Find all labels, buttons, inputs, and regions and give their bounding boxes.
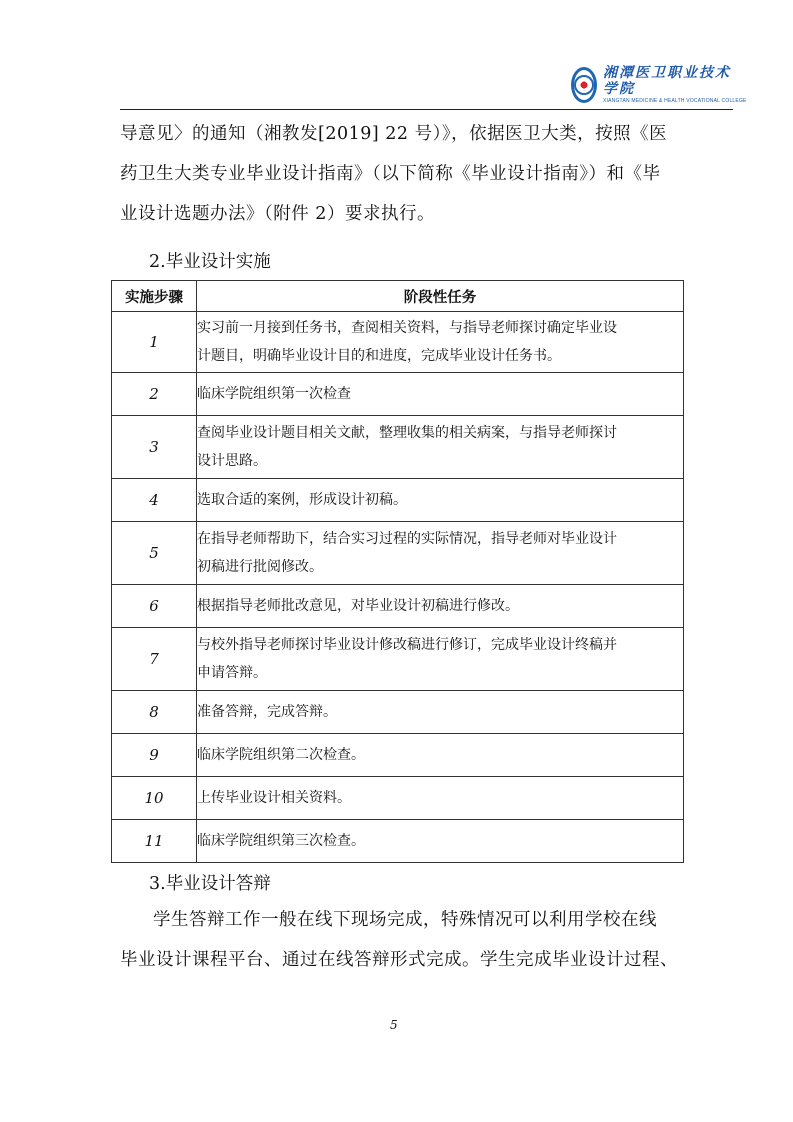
step-number: 5	[112, 522, 197, 585]
task-cell	[197, 691, 684, 734]
step-number: 2	[112, 373, 197, 416]
table-row	[112, 628, 684, 691]
school-name	[603, 65, 747, 105]
text-line: 业设计选题办法》（附件 2）要求执行。	[120, 204, 435, 224]
table-row	[112, 820, 684, 863]
task-line: 设计思路。	[197, 453, 267, 469]
section-heading-implementation: 2.毕业设计实施	[149, 252, 271, 272]
step-number: 6	[112, 585, 197, 628]
step-number: 3	[112, 416, 197, 479]
task-line: 申请答辩。	[197, 665, 267, 681]
task-line: 查阅毕业设计题目相关文献，整理收集的相关病案，与指导老师探讨	[197, 425, 617, 441]
school-name-en: XIANGTAN MEDICINE & HEALTH VOCATIONAL COLLEGE	[603, 98, 747, 104]
task-line: 临床学院组织第一次检查	[197, 386, 351, 402]
school-logo	[571, 60, 747, 110]
task-cell	[197, 312, 684, 373]
task-line: 准备答辩，完成答辩。	[197, 704, 337, 720]
task-line: 临床学院组织第二次检查。	[197, 747, 365, 763]
task-cell	[197, 522, 684, 585]
table-row	[112, 585, 684, 628]
task-line: 实习前一月接到任务书，查阅相关资料，与指导老师探讨确定毕业设	[197, 320, 617, 336]
intro-paragraph	[120, 114, 682, 234]
defense-paragraph-line-1: 学生答辩工作一般在线下现场完成，特殊情况可以利用学校在线	[153, 910, 657, 930]
header-divider	[120, 109, 733, 110]
task-line: 根据指导老师批改意见，对毕业设计初稿进行修改。	[197, 598, 519, 614]
table-row	[112, 691, 684, 734]
table-row	[112, 777, 684, 820]
table-row	[112, 479, 684, 522]
table-row	[112, 734, 684, 777]
page-number: 5	[390, 1018, 398, 1032]
task-cell	[197, 585, 684, 628]
task-cell	[197, 373, 684, 416]
table-row	[112, 522, 684, 585]
task-cell	[197, 777, 684, 820]
task-cell	[197, 734, 684, 777]
school-name-cn: 湘潭医卫职业技术学院	[603, 65, 731, 97]
step-number: 9	[112, 734, 197, 777]
step-number: 7	[112, 628, 197, 691]
table-row	[112, 416, 684, 479]
task-line: 初稿进行批阅修改。	[197, 559, 323, 575]
column-header-task: 阶段性任务	[197, 281, 684, 312]
task-cell	[197, 820, 684, 863]
step-number: 4	[112, 479, 197, 522]
implementation-steps-table	[111, 280, 684, 863]
task-cell	[197, 628, 684, 691]
text-line: 药卫生大类专业毕业设计指南》（以下简称《毕业设计指南》）和《毕	[120, 164, 661, 184]
defense-paragraph-line-2: 毕业设计课程平台、通过在线答辩形式完成。学生完成毕业设计过程、	[120, 950, 678, 970]
school-seal-icon	[571, 67, 597, 103]
task-cell	[197, 416, 684, 479]
task-line: 计题目，明确毕业设计目的和进度，完成毕业设计任务书。	[197, 348, 561, 364]
step-number: 11	[112, 820, 197, 863]
step-number: 8	[112, 691, 197, 734]
column-header-step: 实施步骤	[112, 281, 197, 312]
task-line: 临床学院组织第三次检查。	[197, 833, 365, 849]
table-row	[112, 373, 684, 416]
task-line: 选取合适的案例，形成设计初稿。	[197, 492, 407, 508]
task-line: 上传毕业设计相关资料。	[197, 790, 351, 806]
task-line: 在指导老师帮助下，结合实习过程的实际情况，指导老师对毕业设计	[197, 531, 617, 547]
table-header-row	[112, 281, 684, 312]
step-number: 10	[112, 777, 197, 820]
table-row	[112, 312, 684, 373]
step-number: 1	[112, 312, 197, 373]
text-line: 导意见〉的通知（湘教发[2019] 22 号）》，依据医卫大类，按照《医	[120, 124, 668, 144]
task-cell	[197, 479, 684, 522]
task-line: 与校外指导老师探讨毕业设计修改稿进行修订，完成毕业设计终稿并	[197, 637, 617, 653]
section-heading-defense: 3.毕业设计答辩	[149, 874, 271, 894]
